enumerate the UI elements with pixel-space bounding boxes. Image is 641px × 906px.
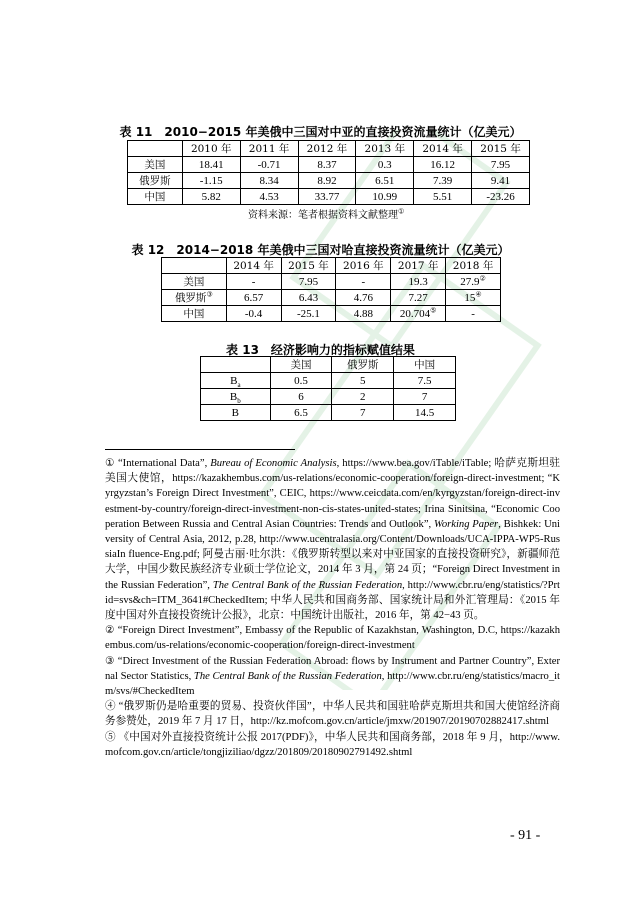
table-cell: 4.76 <box>336 290 391 306</box>
table-cell: 5.51 <box>414 189 472 205</box>
table-cell: 8.92 <box>298 173 356 189</box>
row-label: $B_a$ <box>201 373 271 389</box>
table-cell: 7 <box>332 405 394 421</box>
table-cell: 2 <box>332 389 394 405</box>
table-cell: 5 <box>332 373 394 389</box>
table-cell: 7.39 <box>414 173 472 189</box>
footnote-3: ③ “Direct Investment of the Russian Federation Abroad: flows by Instrument and Partner Country”, External Sector Statistics, The Central Bank of the Russian Federation, http://www.cbr.ru/eng/statistics/macro_itm/svs/#CheckedItem <box>105 655 561 698</box>
table-cell: 0.3 <box>356 157 414 173</box>
table-cell: -25.1 <box>281 306 336 322</box>
footnote-2: ② “Foreign Direct Investment”, Embassy of the Republic of Kazakhstan, Washington, D.C, https://kazakhembus.com/us-relations/economic-cooperation/foreign-direct-investment <box>105 625 561 652</box>
footnote-1: ① “International Data”, Bureau of Economic Analysis, https://www.bea.gov/iTable/iTable; 哈萨克斯坦驻美国大使馆，https://kazakhembus.com/us-relations/economic-cooperation/foreign-direct-investment; “Kyrgyzstan’s Foreign Direct Investment”, CEIC, https://www.ceicdata.com/en/kyrgyzstan/foreign-direct-investment-by-country/foreign-direct-investment-non-cis-states-united-states; Irina Sinitsina, “Economic Cooperation Between Russia and Central Asian Countries: Trends and Outlook”, Working Paper, Bishkek: University of Central Asia, 2012, p.28, http://www.ucentralasia.org/Content/Downloads/UCA-IPPA-WP5-RussiaIn fluence-Eng.pdf; 阿曼古丽·吐尔洪：《俄罗斯转型以来对中亚国家的直接投资研究》，新疆师范大学，中国少数民族经济专业硕士学位论文，2014 年 3 月，第 24 页；“Foreign Direct Investment in the Russian Federation”, The Central Bank of the Russian Federation, http://www.cbr.ru/eng/statistics/?Prtid=svs&ch=ITM_3641#CheckedItem; 中华人民共和国商务部、国家统计局和外汇管理局：《2015 年度中国对外直接投资统计公报》，北京：中国统计出版社，2016 年，第 42−43 页。 <box>105 458 561 622</box>
footnote-ref: ① <box>398 207 405 216</box>
source-text: 资料来源：笔者根据资料文献整理 <box>248 210 398 221</box>
table-cell: 6.5 <box>270 405 332 421</box>
table-header-row <box>201 357 456 373</box>
table-row <box>162 290 501 306</box>
row-label: 美国 <box>162 274 227 290</box>
table-row <box>128 157 530 173</box>
table-header-cell: 美国 <box>270 357 332 373</box>
table-cell: 9.41 <box>472 173 530 189</box>
table-cell: 7 <box>394 389 456 405</box>
table-cell: 10.99 <box>356 189 414 205</box>
table-header-cell <box>201 357 271 373</box>
table-cell: - <box>446 306 501 322</box>
table-cell: 7.95 <box>472 157 530 173</box>
table-header-cell: 2013 年 <box>356 141 414 157</box>
table-cell: 16.12 <box>414 157 472 173</box>
table-row <box>162 274 501 290</box>
table-cell: 20.704⑤ <box>391 306 446 322</box>
table-cell: 7.95 <box>281 274 336 290</box>
table12 <box>161 257 501 322</box>
table-header-cell <box>162 258 227 274</box>
table-cell: 7.5 <box>394 373 456 389</box>
table-header-row <box>162 258 501 274</box>
row-label: 中国 <box>128 189 183 205</box>
table-row <box>201 405 456 421</box>
table-cell: 27.9② <box>446 274 501 290</box>
table-header-cell <box>128 141 183 157</box>
row-label: 中国 <box>162 306 227 322</box>
table-header-cell: 俄罗斯 <box>332 357 394 373</box>
table-header-cell: 2015 年 <box>472 141 530 157</box>
footnotes <box>105 456 560 760</box>
table-header-cell: 2014 年 <box>414 141 472 157</box>
table-header-cell: 2018 年 <box>446 258 501 274</box>
table-row <box>201 373 456 389</box>
row-label: $B_b$ <box>201 389 271 405</box>
footnote-4: ④ “俄罗斯仍是哈重要的贸易、投资伙伴国”，中华人民共和国驻哈萨克斯坦共和国大使馆经济商务参赞处，2019 年 7 月 17 日，http://kz.mofcom.gov.cn/article/jmxw/201907/20190702882417.shtml <box>105 701 560 728</box>
table-header-cell: 2016 年 <box>336 258 391 274</box>
row-label: 俄罗斯 <box>128 173 183 189</box>
table13 <box>200 356 456 421</box>
table-cell: -0.71 <box>240 157 298 173</box>
table-cell: 6.51 <box>356 173 414 189</box>
table-cell: -0.4 <box>226 306 281 322</box>
table-cell: - <box>336 274 391 290</box>
footnote-divider <box>105 449 295 450</box>
table12-caption: 表 12 2014−2018 年美俄中三国对哈直接投资流量统计（亿美元） <box>131 243 510 257</box>
table11 <box>127 140 530 205</box>
table-header-cell: 2012 年 <box>298 141 356 157</box>
table-cell: 19.3 <box>391 274 446 290</box>
table-header-cell: 中国 <box>394 357 456 373</box>
table-cell: 4.53 <box>240 189 298 205</box>
table-cell: 4.88 <box>336 306 391 322</box>
table-header-cell: 2010 年 <box>182 141 240 157</box>
row-label: 美国 <box>128 157 183 173</box>
table-cell: -23.26 <box>472 189 530 205</box>
table11-caption: 表 11 2010−2015 年美俄中三国对中亚的直接投资流量统计（亿美元） <box>119 125 522 139</box>
table-cell: 5.82 <box>182 189 240 205</box>
table-cell: 33.77 <box>298 189 356 205</box>
footnote-5: ⑤ 《中国对外直接投资统计公报 2017(PDF)》，中华人民共和国商务部，2018 年 9 月，http://www.mofcom.gov.cn/article/tongjiziliao/dgzz/201809/20180902791492.shtml <box>105 731 561 758</box>
table-row <box>162 306 501 322</box>
table-row <box>201 389 456 405</box>
table-header-cell: 2015 年 <box>281 258 336 274</box>
table-row <box>128 173 530 189</box>
table-header-cell: 2017 年 <box>391 258 446 274</box>
table-cell: 7.27 <box>391 290 446 306</box>
table-header-row <box>128 141 530 157</box>
table-cell: 6.57 <box>226 290 281 306</box>
table-row <box>128 189 530 205</box>
table-cell: -1.15 <box>182 173 240 189</box>
row-label: B <box>201 405 271 421</box>
table-cell: 0.5 <box>270 373 332 389</box>
table-cell: 14.5 <box>394 405 456 421</box>
page-number: - 91 - <box>510 828 541 843</box>
table-header-cell: 2014 年 <box>226 258 281 274</box>
table-cell: 15④ <box>446 290 501 306</box>
table11-source <box>248 206 404 221</box>
table-cell: - <box>226 274 281 290</box>
row-label: 俄罗斯③ <box>162 290 227 306</box>
table-cell: 8.34 <box>240 173 298 189</box>
table-header-cell: 2011 年 <box>240 141 298 157</box>
table13-caption: 表 13 经济影响力的指标赋值结果 <box>226 343 415 357</box>
table-cell: 6.43 <box>281 290 336 306</box>
table-cell: 8.37 <box>298 157 356 173</box>
table-cell: 18.41 <box>182 157 240 173</box>
table-cell: 6 <box>270 389 332 405</box>
